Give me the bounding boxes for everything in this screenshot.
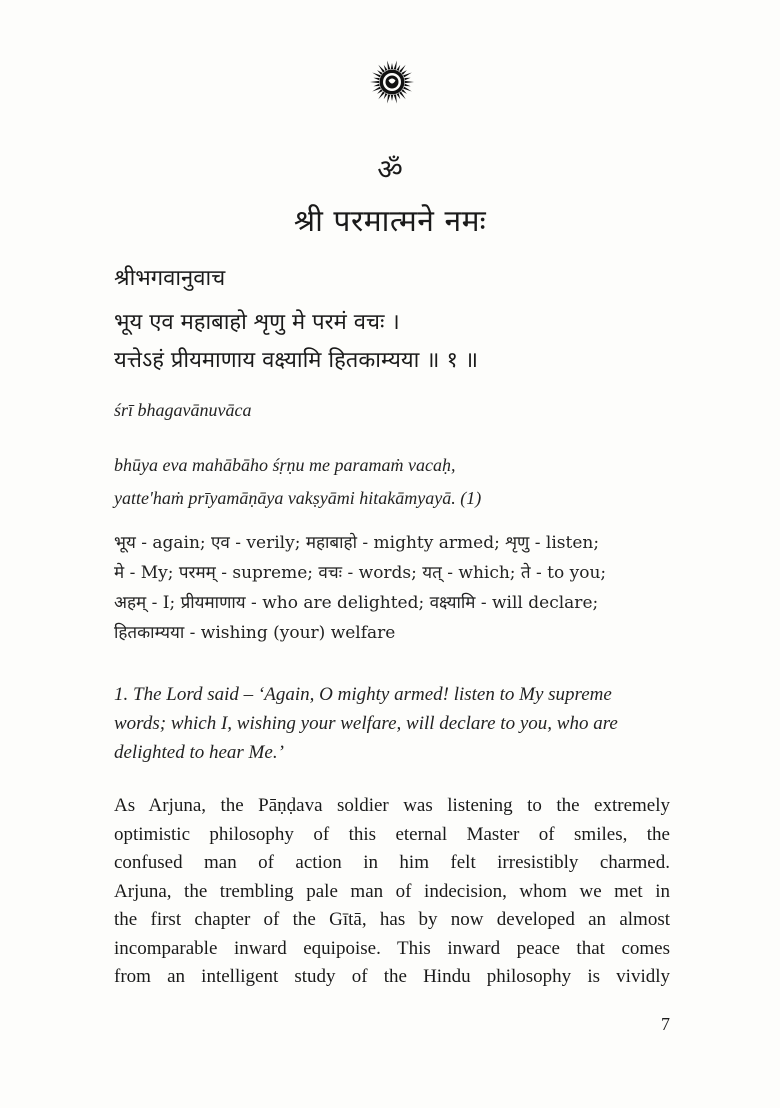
page-number: 7	[661, 1014, 670, 1034]
translation-line: delighted to hear Me.’	[114, 742, 284, 763]
verse-line: यत्तेऽहं प्रीयमाणाय वक्ष्यामि हितकाम्यया ॥ १ ॥	[114, 348, 479, 373]
translation-line: 1. The Lord said – ‘Again, O mighty armed! listen to My supreme	[114, 684, 612, 705]
transliteration-line: bhūya eva mahābāho śṛṇu me paramaṁ vacaḥ,	[114, 455, 456, 475]
glossary-line: भूय - again; एव - verily; महाबाहो - mighty armed; शृणु - listen;	[114, 533, 600, 553]
commentary-line: As Arjuna, the Pāṇḍava soldier was listening to the extremely	[114, 795, 670, 816]
commentary-line: confused man of action in him felt irresistibly charmed.	[114, 852, 670, 873]
sun-emblem-icon	[368, 58, 416, 106]
commentary-line: from an intelligent study of the Hindu philosophy is vividly	[114, 966, 670, 987]
glossary-line: अहम् - I; प्रीयमाणाय - who are delighted; वक्ष्यामि - will declare;	[114, 593, 599, 613]
commentary-line: Arjuna, the trembling pale man of indecision, whom we met in	[114, 880, 670, 902]
verse-translation	[114, 680, 670, 767]
sanskrit-verse	[114, 304, 478, 380]
verse-line: भूय एव महाबाहो शृणु मे परमं वचः ।	[114, 310, 400, 335]
commentary-paragraph	[114, 792, 670, 992]
transliteration-speaker: śrī bhagavānuvāca	[114, 400, 252, 420]
commentary-line: the first chapter of the Gītā, has by now developed an almost	[114, 909, 670, 930]
word-glossary	[114, 528, 670, 648]
transliteration-verse	[114, 449, 481, 515]
glossary-line: मे - My; परमम् - supreme; वचः - words; यत् - which; ते - to you;	[114, 563, 607, 583]
invocation-title: श्री परमात्मने नमः	[293, 204, 487, 239]
glossary-line: हितकाम्यया - wishing (your) welfare	[114, 623, 396, 643]
translation-line: words; which I, wishing your welfare, will declare to you, who are	[114, 713, 618, 734]
verse-speaker: श्रीभगवानुवाच	[114, 266, 226, 291]
commentary-line: optimistic philosophy of this eternal Master of smiles, the	[114, 823, 670, 845]
commentary-line: incomparable inward equipoise. This inward peace that comes	[114, 937, 670, 959]
om-symbol: ॐ	[377, 153, 403, 186]
transliteration-line: yatte'haṁ prīyamāṇāya vakṣyāmi hitakāmyayā. (1)	[114, 488, 482, 508]
